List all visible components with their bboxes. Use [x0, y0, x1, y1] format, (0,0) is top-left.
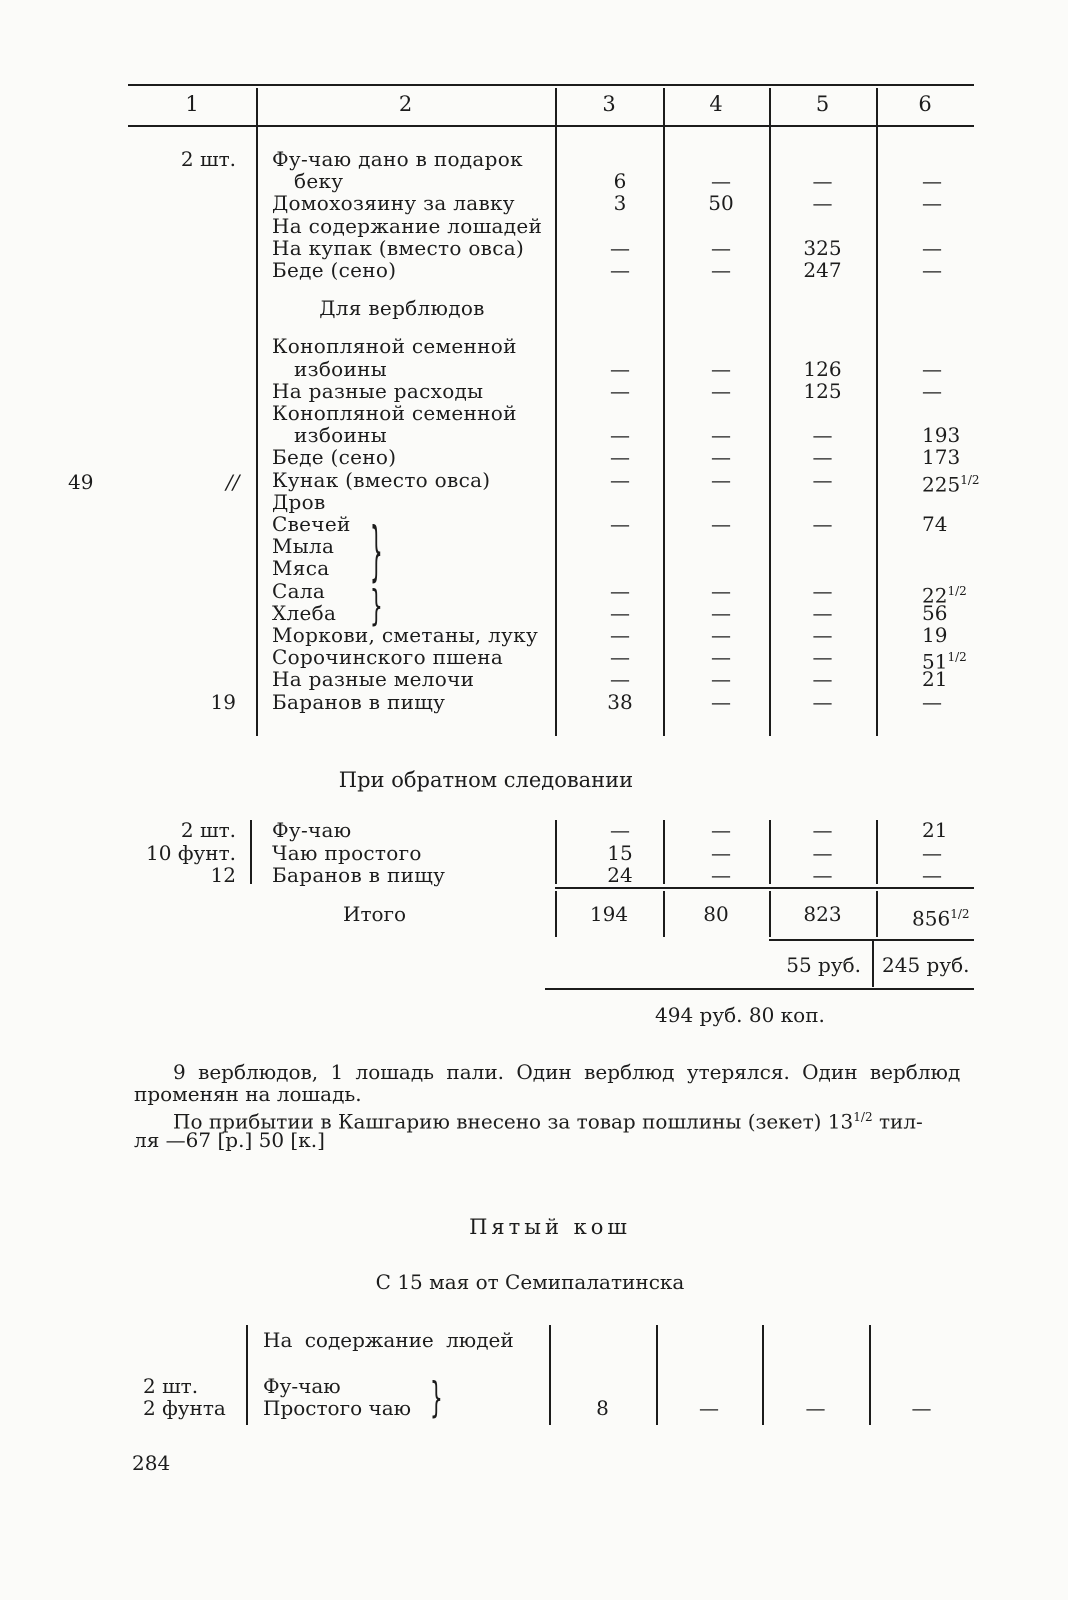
rows-cell-c6: — — [922, 258, 942, 282]
rows-cell-c6: $225^{1/2}$ — [922, 472, 980, 497]
rows-cell-c6: 21 — [922, 667, 948, 692]
rows-cell-c2: Мяса — [272, 556, 330, 581]
rows-cell-c4: — — [711, 356, 731, 381]
fraction: 1/2 — [950, 907, 970, 921]
total-rule — [555, 887, 974, 889]
rows-cell-c4: 50 — [708, 191, 734, 216]
header-col-2: 2 — [398, 92, 413, 116]
paragraph-2-line-2: ля —67 [р.] 50 [к.] — [134, 1128, 325, 1152]
t2-row-3-qty: 2 фунта — [143, 1396, 226, 1420]
header-col-6: 6 — [918, 92, 932, 116]
return-heading: При обратном следовании — [338, 768, 634, 792]
brace-icon: } — [370, 580, 383, 631]
grand-total: 494 руб. 80 коп. — [655, 1003, 825, 1027]
rows-cell-c6: — — [922, 378, 942, 403]
rows-cell-c4: — — [711, 512, 731, 536]
rows-cell-c2: избоины — [294, 423, 387, 448]
rows-cell-c6: $51^{1/2}$ — [922, 649, 967, 674]
return_rows-cell-c1: 2 шт. — [180, 818, 236, 842]
header-col-1: 1 — [185, 92, 199, 116]
return_rows-cell-c4: — — [711, 863, 731, 887]
rows-cell-c6: — — [922, 689, 942, 714]
t2-row-3-col-6: — — [911, 1396, 932, 1420]
rows-cell-c6: 19 — [922, 623, 948, 647]
rows-cell-c5: — — [812, 169, 833, 194]
rows-cell-c6: 193 — [922, 423, 961, 448]
rows-cell-c2: Конопляной семенной — [272, 401, 517, 425]
rows-cell-c3: — — [610, 258, 630, 282]
rows-cell-c5: — — [812, 445, 833, 470]
rows-cell-c4: — — [711, 445, 731, 470]
rows-cell-c3: — — [610, 600, 630, 625]
rows-cell-c4: — — [711, 467, 731, 492]
return_rows-cell-c6: — — [922, 863, 942, 887]
rows-cell-c4: — — [711, 600, 731, 625]
rows-cell-c2: Мыла — [272, 534, 335, 559]
rows-cell-c3: — — [610, 512, 630, 536]
rows-cell-c3: — — [610, 423, 630, 448]
rows-cell-c5: — — [812, 512, 833, 536]
rows-cell-c4: — — [711, 645, 731, 670]
rows-cell-c2: На разные расходы — [272, 378, 484, 403]
rows-cell-c2: Моркови, сметаны, луку — [272, 623, 539, 647]
t2-row-3-col-5: — — [805, 1396, 826, 1420]
rows-cell-c4: — — [711, 258, 731, 282]
rub-col-6: 245 руб. — [882, 953, 970, 977]
t2-row-1-label: На содержание людей — [263, 1328, 514, 1352]
t2-row-3-col-4: — — [699, 1396, 719, 1420]
rows-cell-c6: 56 — [922, 600, 948, 625]
fraction: 1/2 — [960, 472, 980, 487]
fraction: 1/2 — [947, 583, 967, 598]
rows-cell-c5: — — [812, 423, 833, 448]
section-title: Пятый кош — [469, 1215, 631, 1239]
col-divider — [876, 891, 878, 937]
paragraph-1-line-2: променян на лошадь. — [134, 1082, 362, 1106]
rows-cell-c4: — — [711, 235, 731, 260]
rows-cell-c5: 125 — [803, 378, 842, 403]
grand-total-rule — [545, 988, 974, 990]
header-col-5: 5 — [815, 92, 830, 116]
rows-cell-c3: — — [610, 467, 630, 492]
rows-cell-c4: — — [711, 423, 731, 448]
rows-cell-c2: Конопляной семенной — [272, 334, 517, 359]
rows-cell-c3: — — [610, 645, 630, 670]
rows-cell-c4: — — [711, 689, 731, 714]
rows-cell-c2: беку — [294, 169, 344, 194]
rows-cell-c5: 126 — [803, 356, 842, 381]
rows-cell-c2: На разные мелочи — [272, 667, 475, 692]
table-header-rule — [128, 125, 974, 127]
total-col-4: 80 — [703, 902, 729, 926]
col-divider — [250, 820, 252, 884]
total-col-5: 823 — [803, 902, 842, 926]
total-label: Итого — [343, 902, 407, 926]
rows-cell-c5: — — [812, 623, 833, 647]
page-number: 284 — [132, 1451, 171, 1475]
rows-cell-c5: — — [812, 578, 833, 603]
rows-cell-c2: На содержание лошадей — [272, 213, 543, 238]
rows-cell-c4: — — [711, 667, 731, 692]
header-col-4: 4 — [709, 92, 723, 116]
rows-cell-c3: 6 — [613, 169, 627, 194]
rows-cell-c2: Домохозяину за лавку — [272, 191, 515, 216]
rows-cell-c5: — — [812, 667, 833, 692]
rows-cell-c2: Сорочинского пшена — [272, 645, 504, 670]
col-divider — [246, 1325, 248, 1425]
rows-cell-c3: — — [610, 356, 630, 381]
col-divider — [256, 88, 258, 736]
rows-cell-c3: 38 — [607, 689, 633, 714]
return_rows-cell-c3: — — [610, 818, 630, 842]
rows-cell-c5: — — [812, 600, 833, 625]
t2-row-2-qty: 2 шт. — [143, 1374, 199, 1398]
brace-icon: } — [370, 512, 383, 589]
rows-cell-c2: Сала — [272, 578, 326, 603]
rows-cell-c4: — — [711, 169, 731, 194]
return_rows-cell-c3: 15 — [607, 840, 633, 865]
rub-col-5: 55 руб. — [786, 953, 861, 977]
rows-cell-c2: Для верблюдов — [319, 296, 485, 321]
return_rows-cell-c2: Баранов в пищу — [272, 863, 446, 887]
rows-cell-c4: — — [711, 378, 731, 403]
return_rows-cell-c5: — — [812, 840, 833, 865]
return_rows-cell-c5: — — [812, 863, 833, 887]
rows-cell-c3: — — [610, 378, 630, 403]
rows-cell-c3: — — [610, 235, 630, 260]
paragraph-2-text: По прибытии в Кашгарию внесено за товар пошлины (зекет) 13 — [173, 1109, 854, 1134]
return_rows-cell-c1: 10 фунт. — [146, 840, 236, 865]
rows-cell-c4: — — [711, 623, 731, 647]
total-col-6-value: 856 — [912, 906, 951, 931]
t2-row-2-label: Фу-чаю — [263, 1374, 341, 1398]
return_rows-cell-c6: 21 — [922, 818, 948, 842]
rows-cell-c3: — — [610, 578, 630, 603]
rows-cell-c2: Фу-чаю дано в подарок — [272, 147, 523, 171]
return_rows-cell-c3: 24 — [607, 863, 633, 887]
rows-cell-c2: На купак (вместо овса) — [272, 235, 525, 260]
rows-cell-c6: — — [922, 169, 942, 194]
rows-cell-c3: — — [610, 623, 630, 647]
total-col-6 — [912, 903, 970, 930]
rows-cell-c4: — — [711, 578, 731, 603]
rows-cell-c2: избоины — [294, 356, 387, 381]
return_rows-cell-c1: 12 — [210, 863, 236, 887]
rows-cell-c2: Беде (сено) — [272, 445, 397, 470]
rows-cell-c6: 74 — [922, 512, 948, 536]
section-subtitle: С 15 мая от Семипалатинска — [375, 1270, 685, 1294]
return_rows-cell-c2: Фу-чаю — [272, 818, 352, 842]
rows-cell-c2: Хлеба — [272, 600, 337, 625]
rows-cell-c2: Баранов в пищу — [272, 689, 446, 714]
rows-cell-c5: — — [812, 467, 833, 492]
rows-cell-c6: 173 — [922, 445, 961, 470]
rows-cell-c3: — — [610, 667, 630, 692]
paragraph-2-text-end: тил- — [878, 1109, 923, 1134]
return_rows-cell-c5: — — [812, 818, 833, 842]
table-top-rule — [128, 84, 974, 86]
rows-cell-c5: — — [812, 191, 833, 216]
rows-cell-c6: — — [922, 191, 942, 216]
return_rows-cell-c2: Чаю простого — [272, 840, 422, 865]
rows-cell-c6: — — [922, 356, 942, 381]
fraction: 1/2 — [853, 1110, 873, 1124]
rows-cell-c2: Дров — [272, 489, 326, 514]
t2-row-3-label: Простого чаю — [263, 1396, 412, 1420]
rows-cell-c5: — — [812, 645, 833, 670]
margin-number: 49 — [68, 470, 94, 494]
rows-cell-c1: 19 — [210, 689, 236, 714]
return_rows-cell-c6: — — [922, 840, 942, 865]
column-mark: // — [226, 470, 240, 494]
return_rows-cell-c4: — — [711, 818, 731, 842]
rows-cell-c5: — — [812, 689, 833, 714]
rows-cell-c2: Кунак (вместо овса) — [272, 467, 491, 492]
col-divider — [872, 941, 874, 987]
rows-cell-c5: 325 — [803, 235, 842, 260]
rows-cell-c2: Свечей — [272, 512, 351, 536]
fraction: 1/2 — [947, 650, 967, 665]
total-col-3: 194 — [589, 902, 629, 926]
header-col-3: 3 — [602, 92, 616, 116]
rows-cell-c1: 2 шт. — [180, 147, 236, 171]
rows-cell-c6: $22^{1/2}$ — [922, 583, 967, 608]
rows-cell-c2: Беде (сено) — [272, 258, 397, 282]
brace-icon: } — [430, 1372, 443, 1423]
rows-cell-c5: 247 — [803, 258, 842, 282]
rows-cell-c6: — — [922, 235, 942, 260]
rows-cell-c3: 3 — [613, 191, 627, 216]
return_rows-cell-c4: — — [711, 840, 731, 865]
t2-row-3-col-3: 8 — [596, 1396, 609, 1420]
paragraph-1-line-1: 9 верблюдов, 1 лошадь пали. Один верблюд утерялся. Один верблюд — [173, 1060, 961, 1084]
rows-cell-c3: — — [610, 445, 630, 470]
